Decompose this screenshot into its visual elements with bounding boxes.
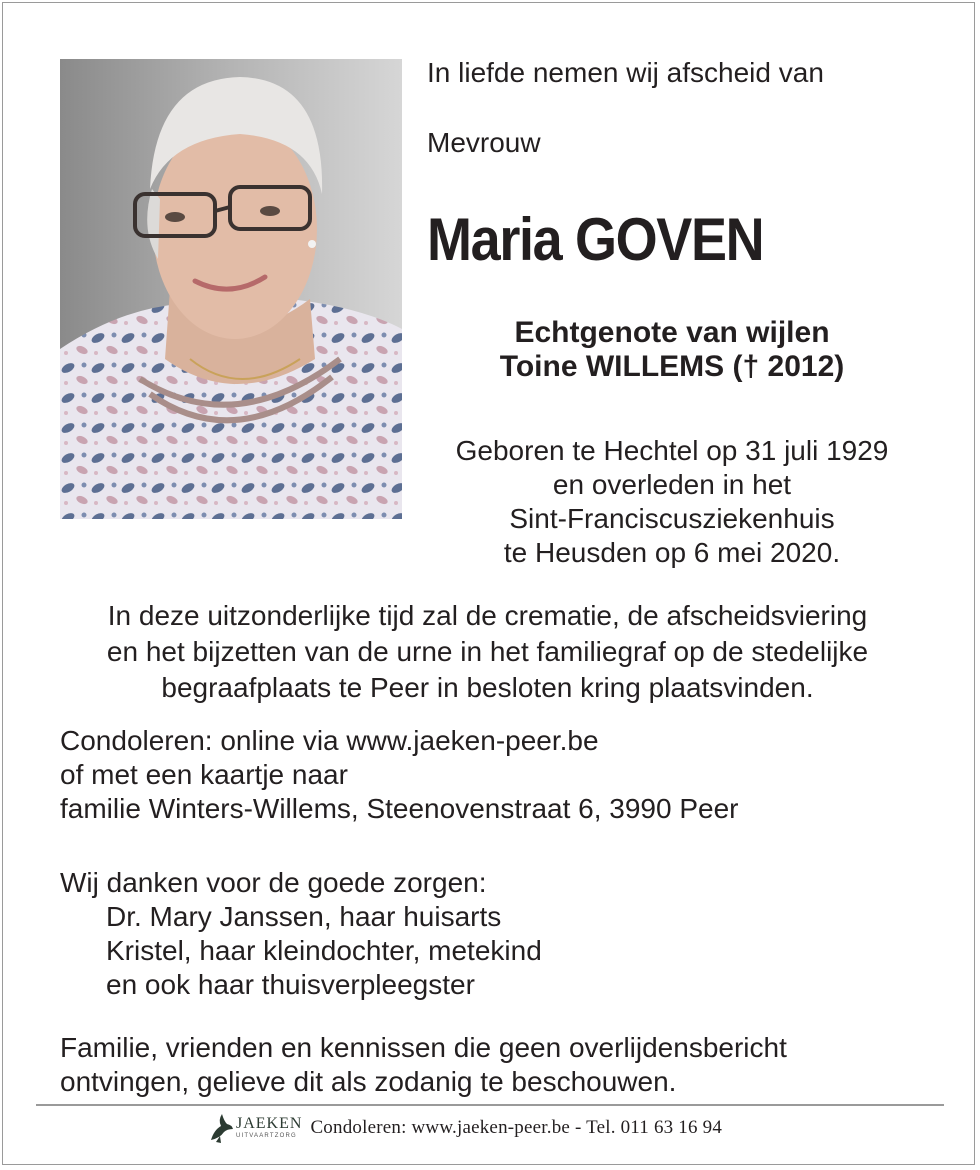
title-text: Mevrouw (427, 127, 541, 158)
footer (208, 1110, 722, 1146)
jaeken-logo (208, 1112, 302, 1144)
deceased-name: Maria GOVEN (427, 206, 764, 273)
birth-death-block (412, 434, 932, 570)
condolence-line: Condoleren: online via www.jaeken-peer.be (60, 725, 599, 756)
cremation-block (30, 598, 945, 706)
birth-line: te Heusden op 6 mei 2020. (503, 537, 841, 568)
condolence-line: familie Winters-Willems, Steenovenstraat 6, 3990 Peer (60, 793, 739, 824)
logo-name: JAEKEN (236, 1115, 303, 1132)
portrait-illustration (60, 59, 402, 519)
birth-line: Geboren te Hechtel op 31 juli 1929 (455, 435, 889, 466)
closing-block (60, 1031, 787, 1099)
footer-divider (36, 1104, 944, 1106)
intro-text: In liefde nemen wij afscheid van (427, 57, 824, 88)
thanks-item: Dr. Mary Janssen, haar huisarts (106, 901, 502, 932)
condolence-block (60, 724, 739, 826)
portrait-photo (60, 59, 402, 519)
cremation-line: In deze uitzonderlijke tijd zal de crematie, de afscheidsviering (107, 600, 868, 631)
spouse-line: Echtgenote van wijlen (514, 316, 830, 349)
birth-line: Sint-Franciscusziekenhuis (509, 503, 835, 534)
closing-line: Familie, vrienden en kennissen die geen overlijdensbericht (60, 1032, 787, 1063)
condolence-line: of met een kaartje naar (60, 759, 348, 790)
footer-contact-text: Condoleren: www.jaeken-peer.be - Tel. 011 63 16 94 (310, 1117, 723, 1138)
thanks-item: en ook haar thuisverpleegster (106, 969, 475, 1000)
cremation-line: en het bijzetten van de urne in het familiegraf op de stedelijke (106, 636, 869, 667)
cremation-line: begraafplaats te Peer in besloten kring plaatsvinden. (161, 672, 814, 703)
thanks-heading: Wij danken voor de goede zorgen: (60, 867, 487, 898)
thanks-block (60, 866, 542, 1002)
closing-line: ontvingen, gelieve dit als zodanig te beschouwen. (60, 1066, 677, 1097)
birth-line: en overleden in het (552, 469, 792, 500)
thanks-item: Kristel, haar kleindochter, metekind (106, 935, 542, 966)
logo-subtitle: UITVAARTZORG (236, 1133, 297, 1139)
spouse-block (412, 316, 932, 384)
spouse-line: Toine WILLEMS († 2012) (499, 350, 845, 383)
dove-icon (208, 1112, 234, 1144)
